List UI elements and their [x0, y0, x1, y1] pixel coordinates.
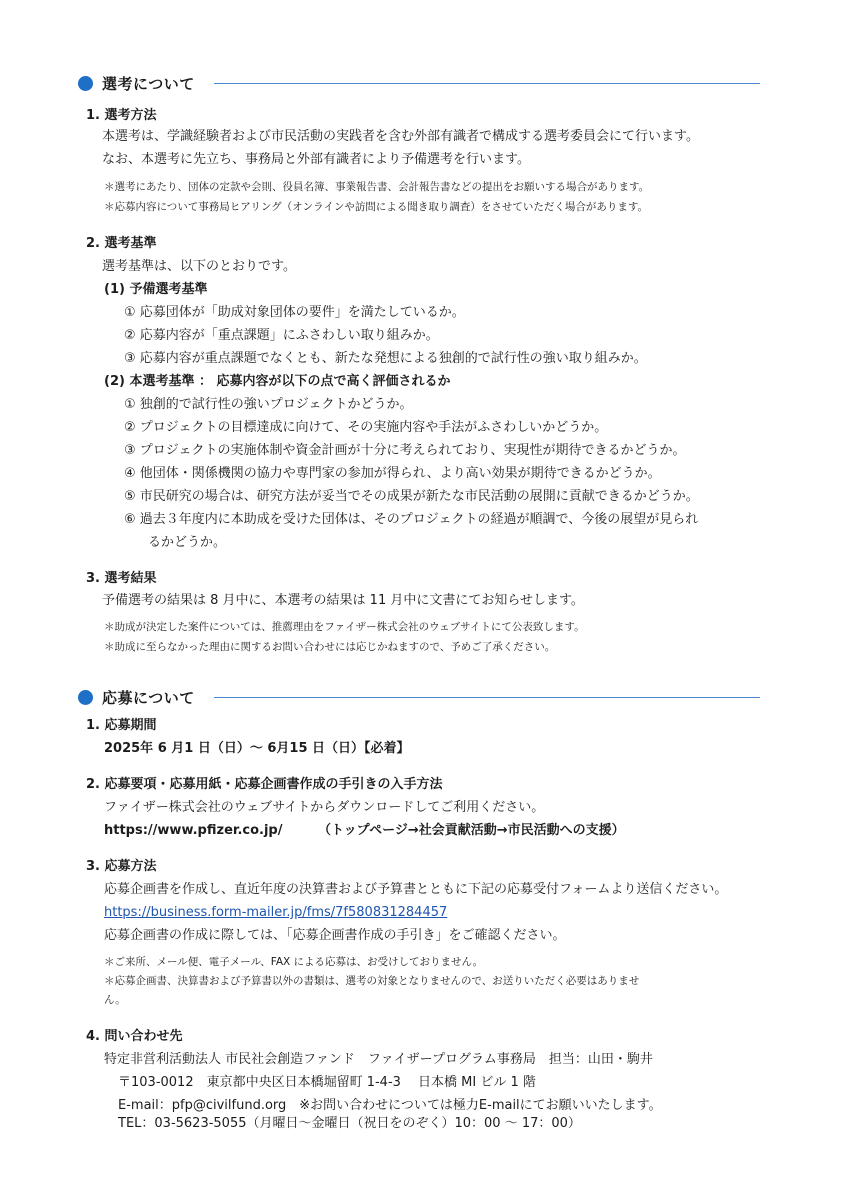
section-title: 応募について [102, 688, 195, 707]
application-method-line: 応募企画書の作成に際しては、「応募企画書作成の手引き」をご確認ください。 [104, 928, 566, 943]
criteria-intro: 選考基準は、以下のとおりです。 [102, 259, 296, 274]
application-method-heading: 3. 応募方法 [86, 859, 157, 874]
selection-method-note: ＊選考にあたり、団体の定款や会則、役員名簿、事業報告書、会計報告書などの提出をお願いする場合があります。 [104, 181, 650, 193]
criteria-main-item: ① 独創的で試行性の強いプロジェクトかどうか。 [124, 397, 413, 412]
pfizer-website-link[interactable]: https://www.pfizer.co.jp/ [104, 823, 283, 838]
materials-line: ファイザー株式会社のウェブサイトからダウンロードしてご利用ください。 [104, 800, 545, 815]
contact-organization: 特定非営利活動法人 市民社会創造ファンド ファイザープログラム事務局 担当：山田・駒井 [104, 1052, 653, 1067]
section-title: 選考について [102, 74, 195, 93]
criteria-main-item: ⑤ 市民研究の場合は、研究方法が妥当でその成果が新たな市民活動の展開に貢献できるかどうか。 [124, 489, 699, 504]
application-method-note: ＊ご来所、メール便、電子メール、FAX による応募は、お受けしておりません。 [104, 956, 484, 968]
contact-email: E-mail：pfp@civilfund.org ※お問い合わせについては極力E-mailにてお願いいたします。 [118, 1098, 662, 1113]
criteria-main-item: ② プロジェクトの目標達成に向けて、その実施内容や手法がふさわしいかどうか。 [124, 420, 608, 435]
period-heading: 1. 応募期間 [86, 718, 157, 733]
criteria-preliminary-heading: (1) 予備選考基準 [104, 282, 208, 297]
criteria-main-item-continued: るかどうか。 [148, 535, 227, 550]
contact-heading: 4. 問い合わせ先 [86, 1029, 183, 1044]
application-method-line: 応募企画書を作成し、直近年度の決算書および予算書とともに下記の応募受付フォームより送信ください。 [104, 882, 728, 897]
period-line: 2025年 6 月1 日（日）～ 6月15 日（日）【必着】 [104, 741, 410, 756]
result-line: 予備選考の結果は 8 月中に、本選考の結果は 11 月中に文書にてお知らせします。 [102, 593, 584, 608]
selection-method-note: ＊応募内容について事務局ヒアリング（オンラインや訪問による聞き取り調査）をさせていただく場合があります。 [104, 201, 649, 213]
section-header-selection [78, 71, 195, 95]
application-form-link[interactable]: https://business.form-mailer.jp/fms/7f580831284457 [104, 905, 448, 920]
criteria-main-item: ③ プロジェクトの実施体制や資金計画が十分に考えられており、実現性が期待できるかどうか。 [124, 443, 686, 458]
contact-address: 〒103-0012 東京都中央区日本橋堀留町 1-4-3 日本橋 MI ビル 1 階 [118, 1075, 536, 1090]
materials-heading: 2. 応募要項・応募用紙・応募企画書作成の手引きの入手方法 [86, 777, 443, 792]
section-divider [214, 697, 760, 698]
result-heading: 3. 選考結果 [86, 571, 157, 586]
result-note: ＊助成に至らなかった理由に関するお問い合わせには応じかねますので、予めご了承ください。 [104, 641, 556, 653]
criteria-preliminary-item: ③ 応募内容が重点課題でなくとも、新たな発想による独創的で試行性の強い取り組みか。 [124, 351, 647, 366]
criteria-main-item: ⑥ 過去３年度内に本助成を受けた団体は、そのプロジェクトの経過が順調で、今後の展望が見られ [124, 512, 699, 527]
selection-method-heading: 1. 選考方法 [86, 108, 157, 123]
section-divider [214, 83, 760, 84]
application-method-note: ＊応募企画書、決算書および予算書以外の書類は、選考の対象となりませんので、お送りいただく必要はありませ [104, 975, 640, 987]
application-method-note-continued: ん。 [104, 994, 126, 1006]
contact-phone: TEL：03-5623-5055（月曜日～金曜日（祝日をのぞく）10：00 ～ 17：00） [118, 1116, 581, 1131]
bullet-dot-icon [78, 690, 93, 705]
criteria-main-item: ④ 他団体・関係機関の協力や専門家の参加が得られ、より高い効果が期待できるかどうか。 [124, 466, 661, 481]
criteria-heading: 2. 選考基準 [86, 236, 157, 251]
criteria-preliminary-item: ① 応募団体が「助成対象団体の要件」を満たしているか。 [124, 305, 465, 320]
materials-navigation-path: （トップページ→社会貢献活動→市民活動への支援） [318, 823, 625, 838]
criteria-main-heading: (2) 本選考基準 ： 応募内容が以下の点で高く評価されるか [104, 374, 451, 389]
section-header-application [78, 685, 195, 709]
selection-method-line: なお、本選考に先立ち、事務局と外部有識者により予備選考を行います。 [102, 152, 530, 167]
result-note: ＊助成が決定した案件については、推薦理由をファイザー株式会社のウェブサイトにて公表致します。 [104, 621, 585, 633]
bullet-dot-icon [78, 76, 93, 91]
selection-method-line: 本選考は、学識経験者および市民活動の実践者を含む外部有識者で構成する選考委員会にて行います。 [102, 129, 699, 144]
criteria-preliminary-item: ② 応募内容が「重点課題」にふさわしい取り組みか。 [124, 328, 439, 343]
